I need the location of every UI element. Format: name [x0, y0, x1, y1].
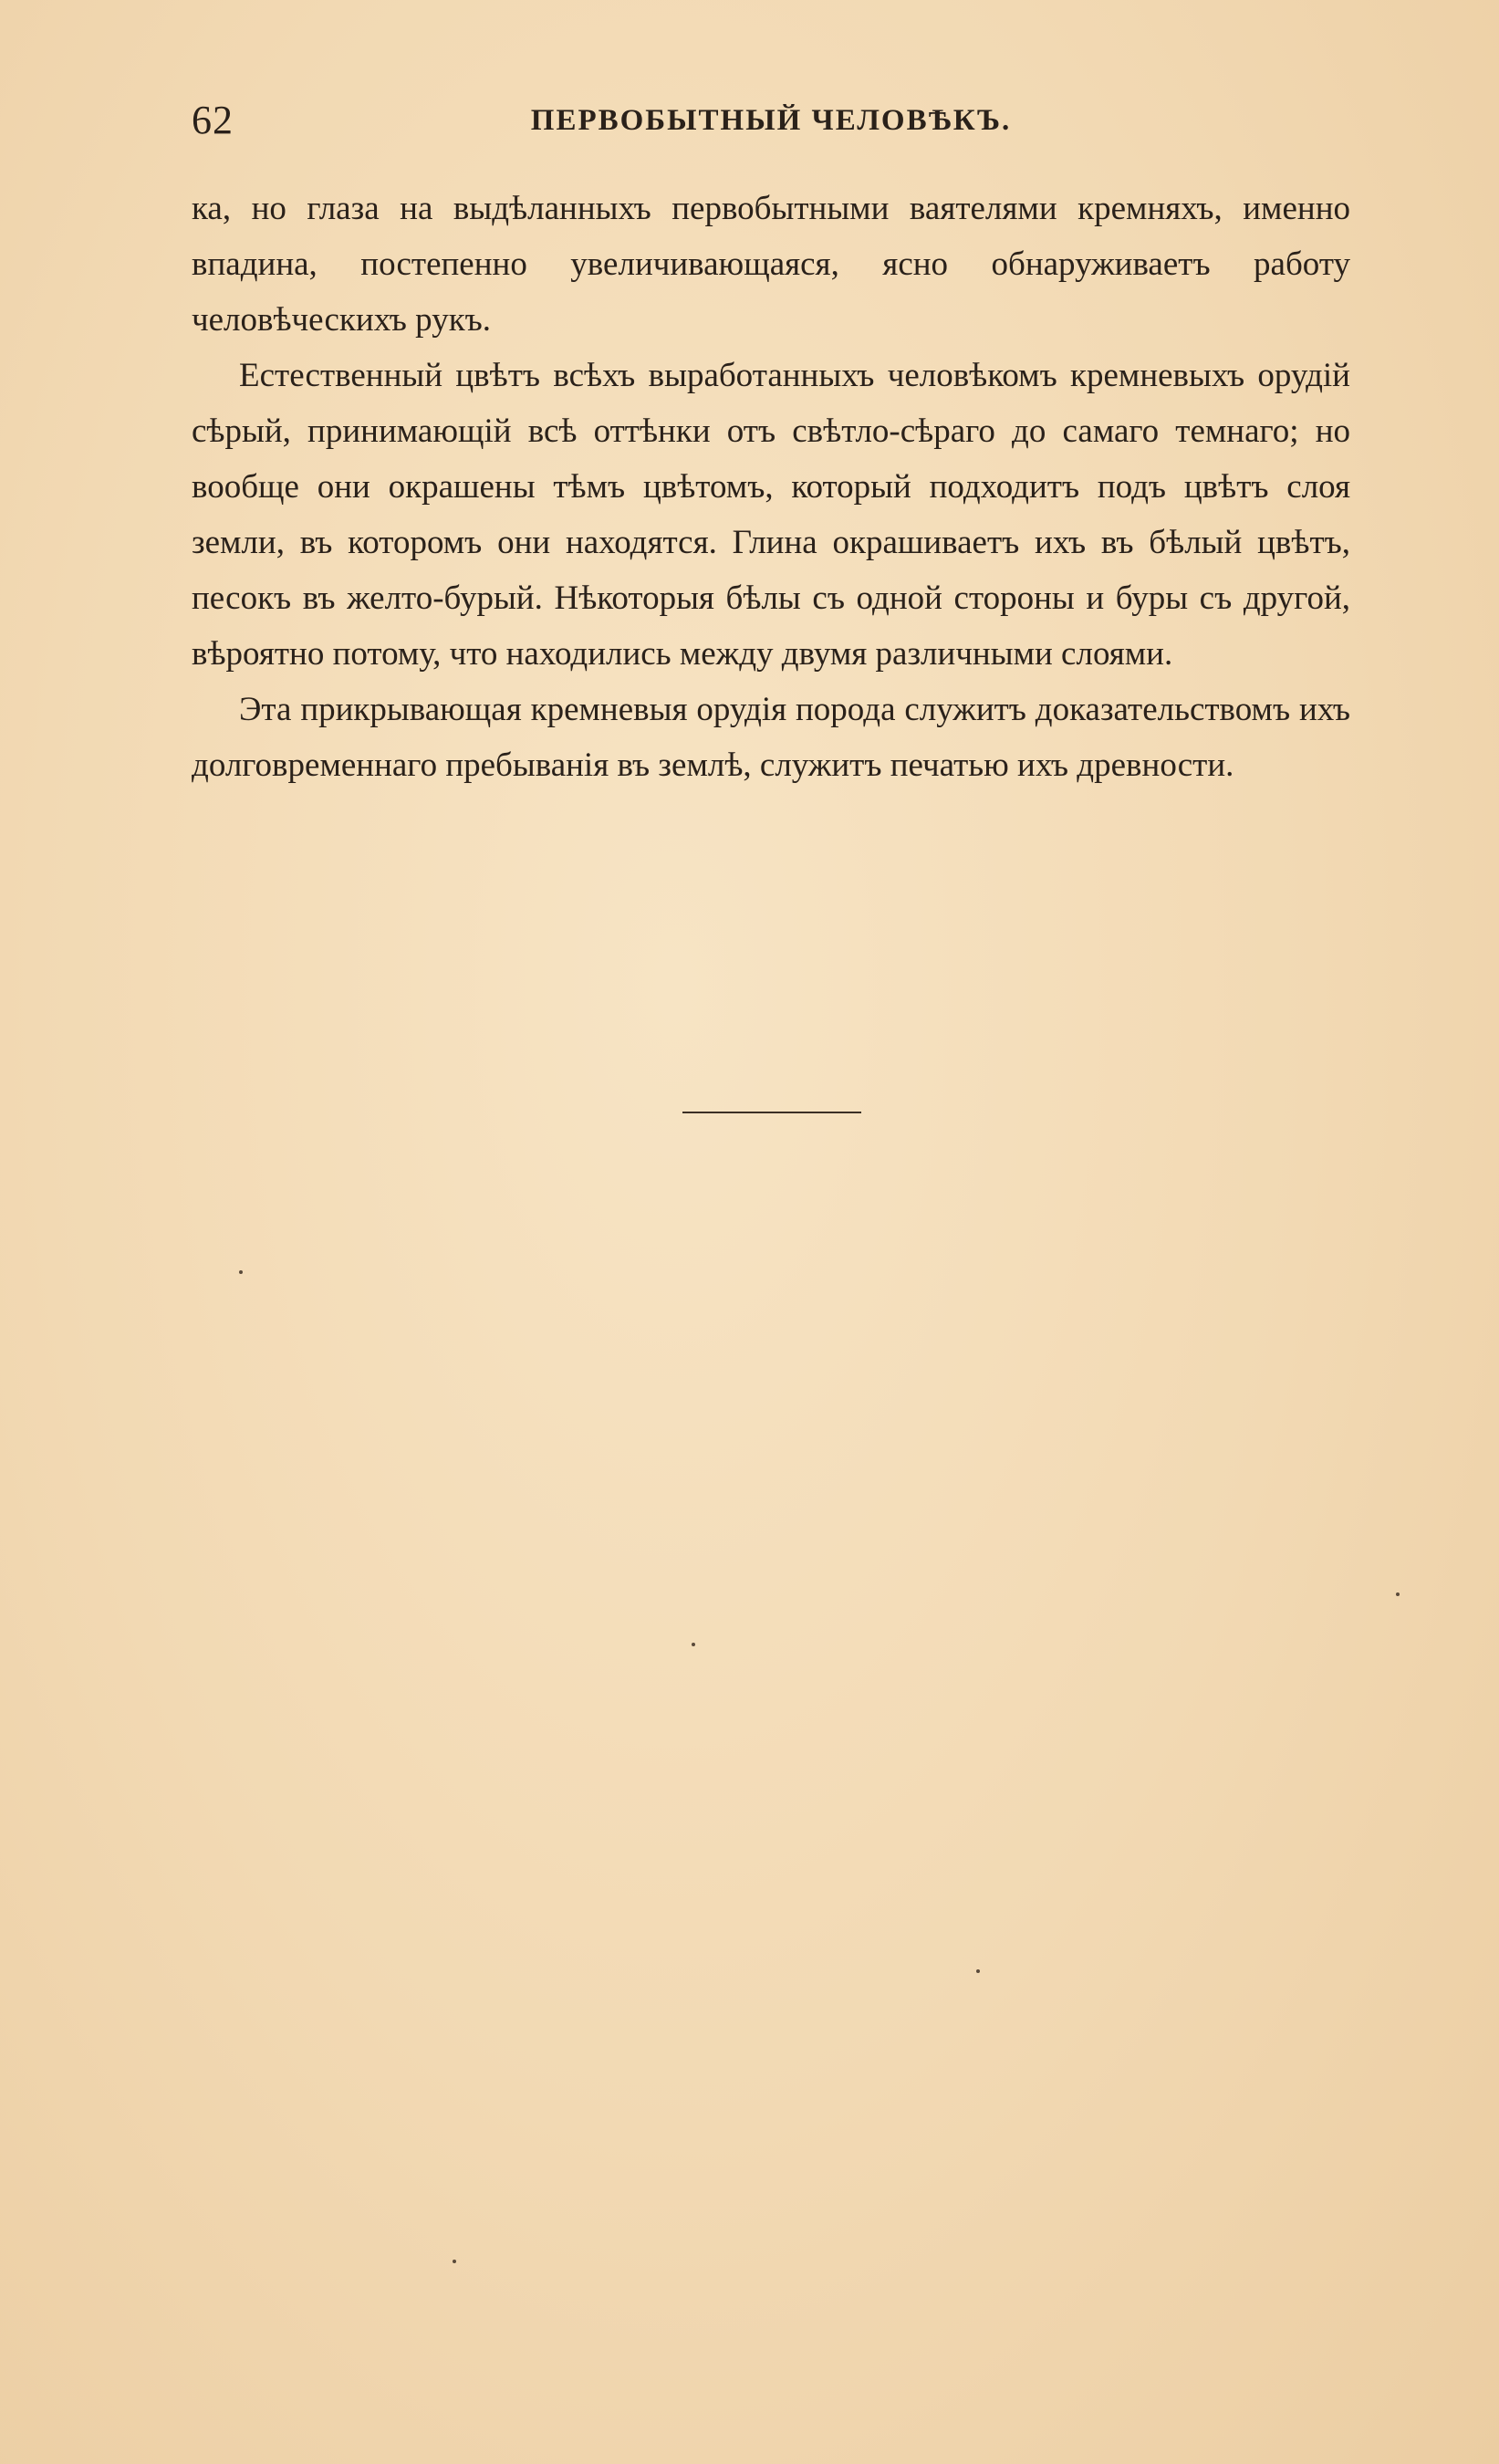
- running-title: ПЕРВОБЫТНЫЙ ЧЕЛОВѢКЪ.: [530, 104, 1012, 137]
- paragraph-color-of-flints: Естественный цвѣтъ всѣхъ выработанныхъ человѣкомъ кремневыхъ орудій сѣрый, принимающій всѣ оттѣнки отъ свѣтло-сѣраго до самаго темнаго; но вообще они окрашены тѣмъ цвѣтомъ, который подходитъ подъ цвѣтъ слоя земли, въ которомъ они находятся. Глина окрашиваетъ ихъ въ бѣлый цвѣтъ, песокъ въ желто-бурый. Нѣкоторыя бѣлы съ одной стороны и буры съ другой, вѣроятно потому, что находились между двумя различными слоями.: [192, 357, 1350, 673]
- paper-speck: [976, 1969, 980, 1973]
- paper-speck: [692, 1643, 695, 1646]
- section-end-rule: [682, 1112, 861, 1113]
- paper-speck: [239, 1270, 243, 1274]
- paragraph-antiquity: Эта прикрывающая кремневыя орудія порода служитъ доказательствомъ ихъ долговременнаго пребыванія въ землѣ, служитъ печатью ихъ древности.: [192, 691, 1350, 784]
- paper-speck: [453, 2260, 456, 2263]
- page-header: [192, 91, 1350, 155]
- paper-speck: [1396, 1592, 1400, 1596]
- body-text: [192, 181, 1350, 793]
- paragraph-continuation: ка, но глаза на выдѣланныхъ первобытными ваятелями кремняхъ, именно впадина, постепенно увеличивающаяся, ясно обнаруживаетъ работу человѣческихъ рукъ.: [192, 190, 1350, 339]
- page-number: 62: [192, 98, 234, 142]
